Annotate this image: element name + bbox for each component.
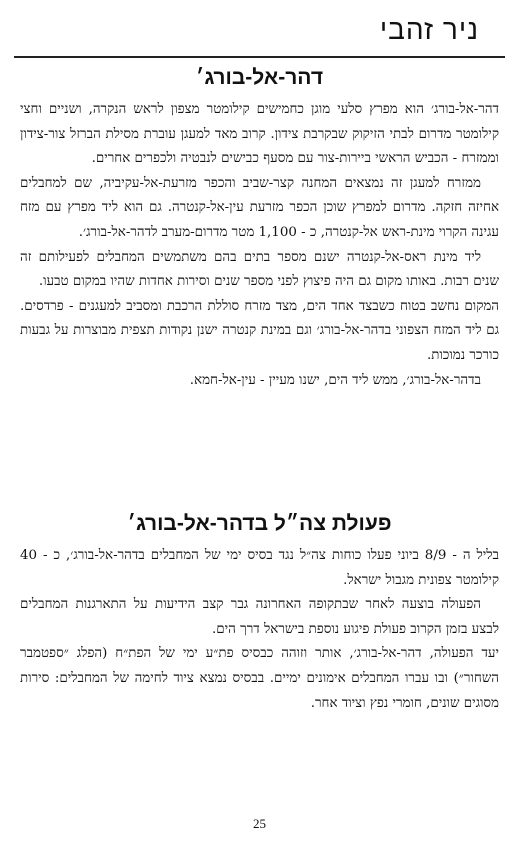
author-name: ניר זהבי xyxy=(379,14,479,45)
section-title-dahr-al-burj: דהר-אל-בורג׳ xyxy=(195,66,324,89)
paragraph: בדהר-אל-בורג׳, ממש ליד הים, ישנו מעיין - עין-אל-חמא. xyxy=(189,372,481,388)
paragraph: הפעולה בוצעה לאחר שבתקופה האחרונה גבר קצב הידיעות על התארגנות המחבלים לבצע בזמן הקרוב פעולת פיגוע נוספת בישראל דרך הים. xyxy=(20,597,499,637)
paragraph: המקום נחשב בטוח כשבצד אחד הים, מצד מזרח סוללת הרכבת ומסביב למעגנים - פרדסים. גם ליד המזח הצפוני בדהר-אל-בורג׳ וגם במינת קנטרה ישנן נקודות תצפית מבוצרות על גבעות כורכר נמוכות. xyxy=(20,298,499,363)
paragraph: יעד הפעולה, דהר-אל-בורג׳, אותר וזוהה כבסיס פת״ע ימי של הפת״ח (הפלג ״ספטמבר השחור״) ובו עברו המחבלים אימונים ימיים. בבסיס נמצא ציוד לחימה של המחבלים: סירות מסוגים שונים, חומרי נפץ וציוד אחר. xyxy=(20,646,499,711)
section-body-idf-operation xyxy=(20,544,499,716)
header-rule xyxy=(14,56,505,58)
section-body-dahr-al-burj xyxy=(20,98,499,393)
section-title-idf-operation: פעולת צה״ל בדהר-אל-בורג׳ xyxy=(127,512,392,535)
paragraph: ליד מינת ראס-אל-קנטרה ישנם מספר בתים בהם משתמשים המחבלים לפעילותם זה שנים רבות. באותו מקום גם היה פיצוץ לפני מספר שנים וסירות אחדות שהיו במקום טבעו. xyxy=(20,249,499,290)
paragraph: ממזרח למעגן זה נמצאים המחנה קצר-שביב והכפר מזרעת-אל-עקיביה, שם למחבלים אחיזה חזקה. מדרום למפרץ שוכן הכפר מזרעת עין-אל-קנטרה. גם הוא ליד מפרץ עם מזח עגינה הקרוי מינת-ראש אל-קנטרה, כ - 1,100 מטר מדרום-מערב לדהר-אל-בורג׳. xyxy=(20,175,499,240)
page-number: 25 xyxy=(253,816,266,831)
paragraph: דהר-אל-בורג׳ הוא מפרץ סלעי מוגן כחמישים קילומטר מצפון לראש הנקרה, ושניים וחצי קילומטר מדרום לבתי הזיקוק שבקרבת צידון. קרוב מאד למעגן עוברת מסילת הברזל צור-צידון וממזרח - הכביש הראשי ביירות-צור עם מסעף כבישים לנבטיה ולכפרים אחרים. xyxy=(20,102,499,167)
paragraph: בליל ה - 8/9 ביוני פעלו כוחות צה״ל נגד בסיס ימי של המחבלים בדהר-אל-בורג׳, כ - 40 קילומטר צפונית מגבול ישראל. xyxy=(20,548,499,588)
